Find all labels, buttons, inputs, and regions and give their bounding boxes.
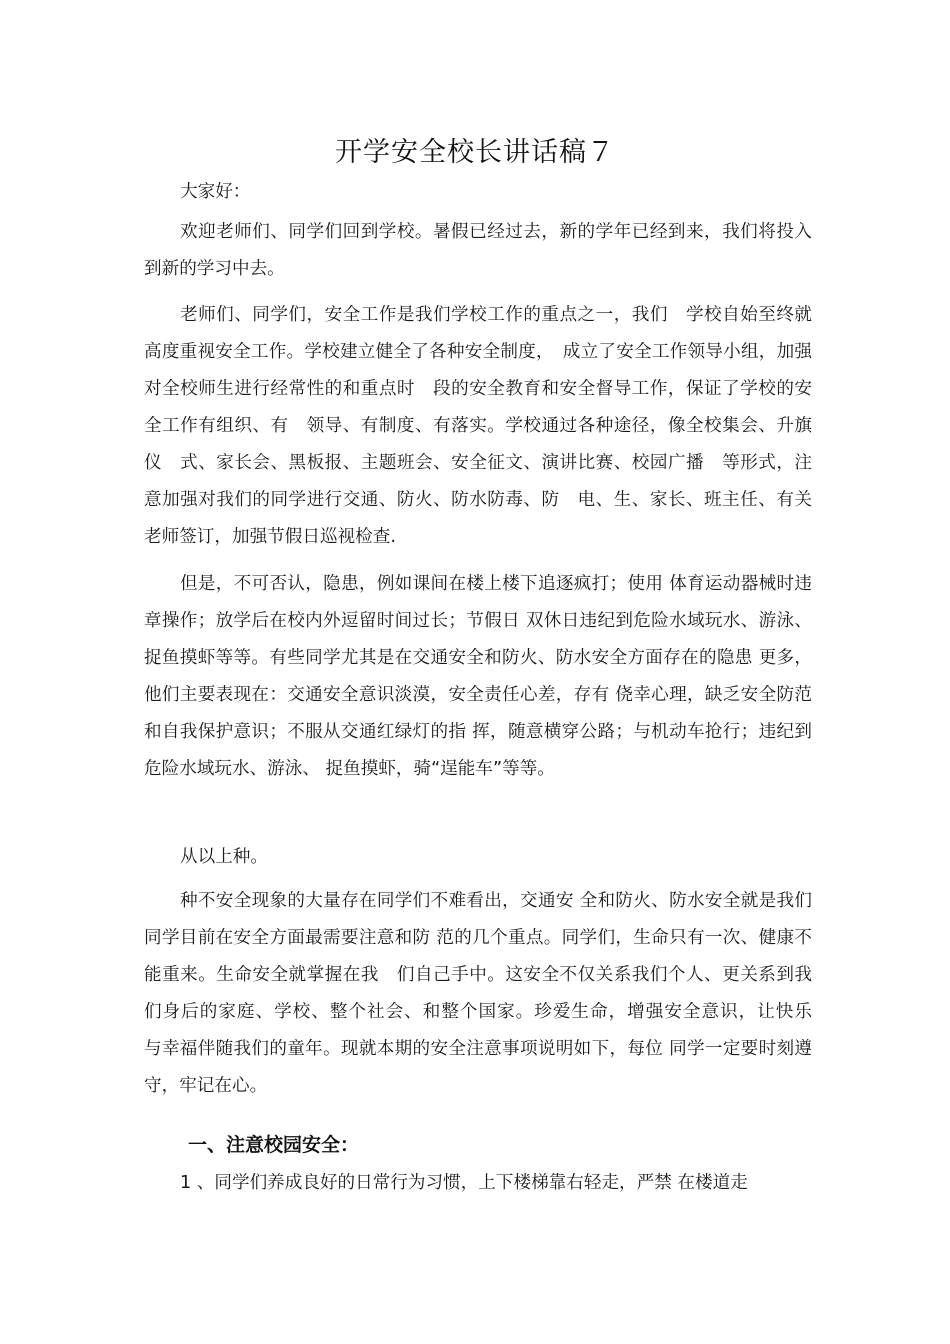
greeting: 大家好： [180, 182, 251, 202]
paragraph-hazards: 但是，不可否认，隐患，例如课间在楼上楼下追逐疯打；使用 体育运动器械时违章操作；放学后在校内外逗留时间过长；节假日 双休日违纪到危险水域玩水、游泳、捉鱼摸虾等等。有些同学尤其是在交通安全和防火、防水安全方面存在的隐患 更多，他们主要表现在：交通安全意识淡漠，安全责任心差，存有 侥幸心理，缺乏安全防范和自我保护意识；不服从交通红绿灯的指 挥，随意横穿公路；与机动车抢行；违纪到危险水域玩水、游泳、 捉鱼摸虾，骑“逞能车”等等。 [144, 574, 812, 779]
section-heading: 一、注意校园安全： [188, 1134, 360, 1156]
paragraph-transition: 从以上种。 [180, 847, 268, 867]
list-item-1: 1 、同学们养成良好的日常行为习惯，上下楼梯靠右轻走，严禁 在楼道走 [180, 1173, 748, 1193]
paragraph-conclusion: 种不安全现象的大量存在同学们不难看出，交通安 全和防火、防水安全就是我们同学目前在安全方面最需要注意和防 范的几个重点。同学们，生命只有一次、健康不能重来。生命安全就掌握在我 们自己手中。这安全不仅关系我们个人、更关系到我们身后的家庭、学校、整个社会、和整个国家。珍爱生命，增强安全意识，让快乐 与幸福伴随我们的童年。现就本期的安全注意事项说明如下，每位 同学一定要时刻遵守，牢记在心。 [144, 891, 830, 1096]
document-title: 开学安全校长讲话稿７ [335, 137, 615, 168]
paragraph-safety-work: 老师们、同学们，安全工作是我们学校工作的重点之一，我们 学校自始至终就高度重视安全工作。学校建立健全了各种安全制度， 成立了安全工作领导小组，加强对全校师生进行经常性的和重点时 段的安全教育和安全督导工作，保证了学校的安全工作有组织、有 领导、有制度、有落实。学校通过各种途径，像全校集会、升旗仪 式、家长会、黑板报、主题班会、安全征文、演讲比赛、校园广播 等形式，注意加强对我们的同学进行交通、防火、防水防毒、防 电、生、家长、班主任、有关老师签订，加强节假日巡视检查. [144, 305, 812, 547]
paragraph-welcome: 欢迎老师们、同学们回到学校。暑假已经过去，新的学年已经到来，我们将投入到新的学习中去。 [144, 222, 812, 279]
